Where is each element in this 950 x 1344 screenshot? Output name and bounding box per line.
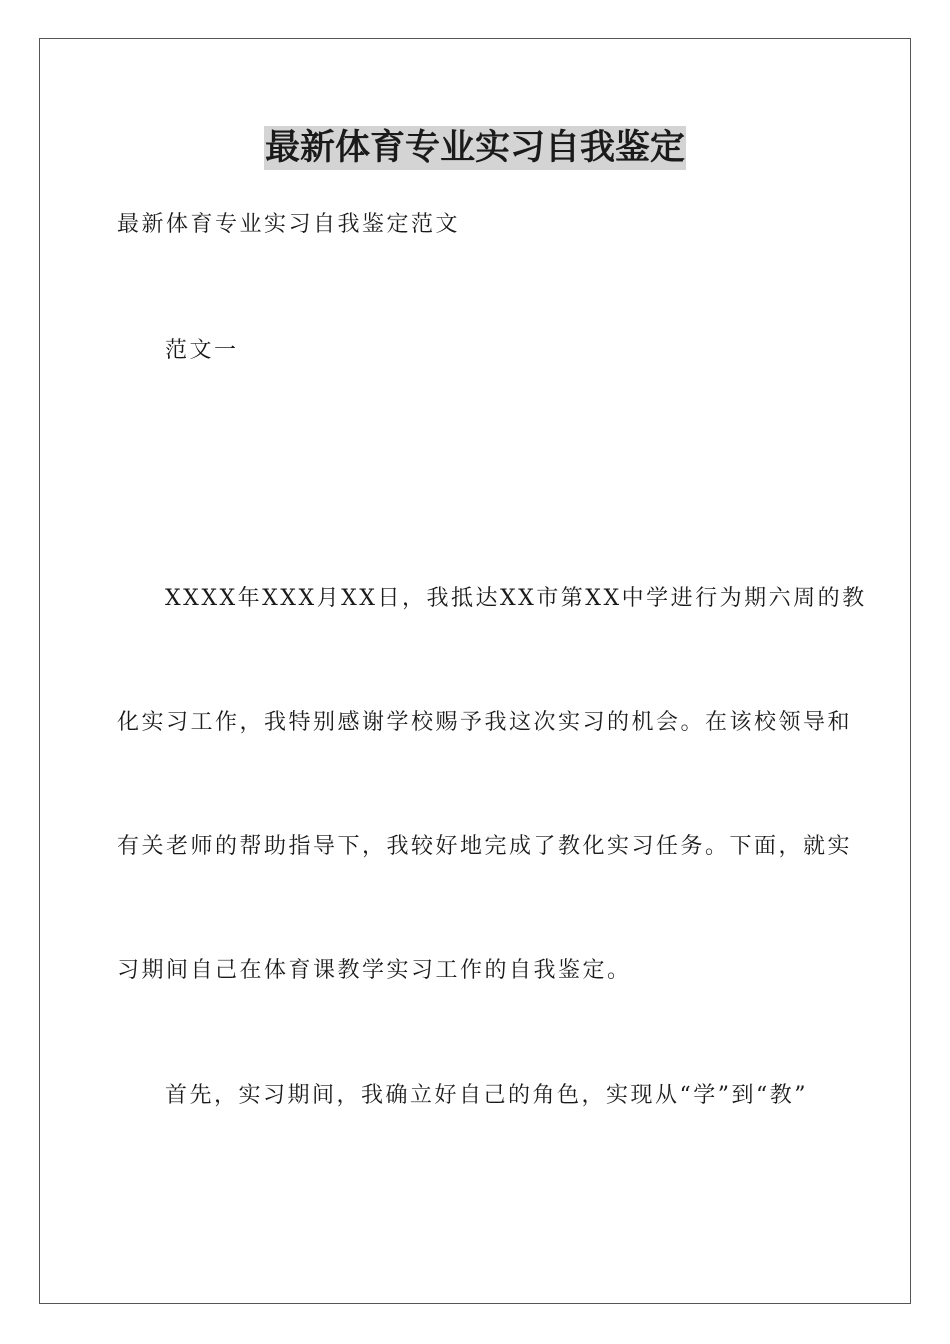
document-subtitle: 最新体育专业实习自我鉴定范文 [117,212,461,237]
title-container [0,126,950,170]
section-label: 范文一 [165,338,239,363]
paragraph-line-3: 有关老师的帮助指导下，我较好地完成了教化实习任务。下面，就实 [117,834,853,859]
paragraph-line-2: 化实习工作，我特别感谢学校赐予我这次实习的机会。在该校领导和 [117,710,853,735]
document-title: 最新体育专业实习自我鉴定 [264,127,685,168]
paragraph-line-5: 首先，实习期间，我确立好自己的角色，实现从“学”到“教” [165,1083,808,1108]
paragraph-line-4: 习期间自己在体育课教学实习工作的自我鉴定。 [117,958,632,983]
paragraph-line-1: XXXX年XXX月XX日，我抵达XX市第XX中学进行为期六周的教 [165,586,867,611]
